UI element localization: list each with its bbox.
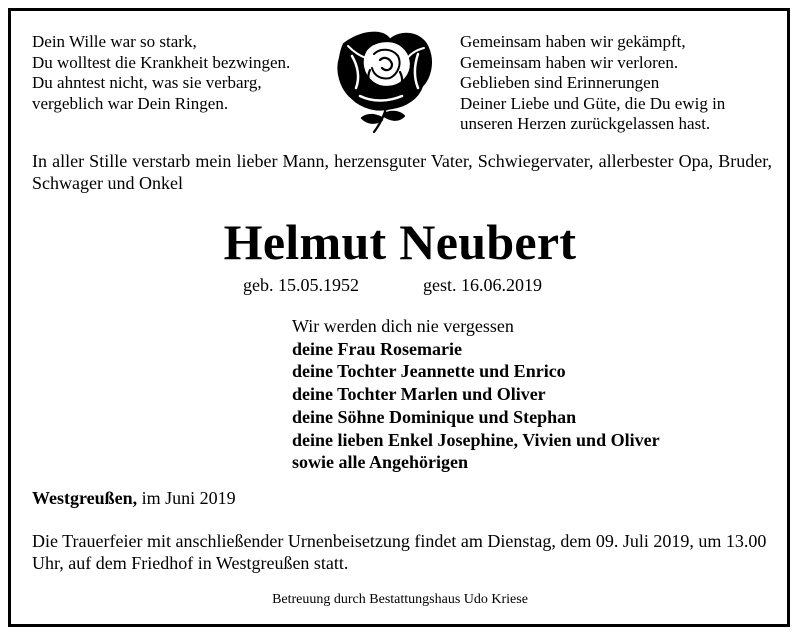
poem-line: Gemeinsam haben wir verloren.	[460, 52, 679, 72]
mourner-line: deine lieben Enkel Josephine, Vivien und Oliver	[292, 429, 660, 450]
death-date: gest. 16.06.2019	[423, 275, 542, 295]
place-name: Westgreußen,	[32, 488, 138, 508]
poem-line: unseren Herzen zurückgelassen hast.	[460, 114, 711, 133]
poem-line: Du ahntest nicht, was sie verbarg,	[32, 73, 262, 92]
mourner-line: deine Frau Rosemarie	[292, 338, 462, 359]
mourner-line: sowie alle Angehörigen	[292, 452, 468, 473]
poem-line: Geblieben sind Erinnerungen	[460, 73, 660, 92]
poem-left	[32, 32, 290, 114]
undertaker-credit: Betreuung durch Bestattungshaus Udo Kriese	[272, 592, 528, 607]
birth-date: geb. 15.05.1952	[243, 275, 359, 295]
mourner-line: deine Tochter Marlen und Oliver	[292, 384, 546, 405]
poem-line: Gemeinsam haben wir gekämpft,	[460, 32, 686, 51]
mourners-list	[292, 315, 660, 474]
mourner-line: deine Tochter Jeannette und Enrico	[292, 361, 566, 382]
rose-icon	[330, 26, 436, 134]
date-text: im Juni 2019	[141, 488, 236, 508]
funeral-info: Die Trauerfeier mit anschließender Urnenbeisetzung findet am Dienstag, dem 09. Juli 2019, um 13.00 Uhr, auf dem Friedhof in Westgreußen statt.	[32, 531, 767, 573]
place-date-line	[32, 487, 236, 509]
poem-line: Du wolltest die Krankheit bezwingen.	[32, 52, 291, 72]
deceased-name: Helmut Neubert	[223, 214, 577, 270]
intro-text: In aller Stille verstarb mein lieber Mann, herzensguter Vater, Schwiegervater, allerbester Opa, Bruder, Schwager und Onkel	[32, 151, 772, 193]
mourners-intro: Wir werden dich nie vergessen	[292, 316, 514, 336]
mourner-line: deine Söhne Dominique und Stephan	[292, 406, 577, 427]
poem-right	[460, 32, 725, 135]
poem-line: Deiner Liebe und Güte, die Du ewig in	[460, 93, 726, 113]
poem-line: Dein Wille war so stark,	[32, 32, 197, 51]
poem-line: vergeblich war Dein Ringen.	[32, 93, 229, 113]
